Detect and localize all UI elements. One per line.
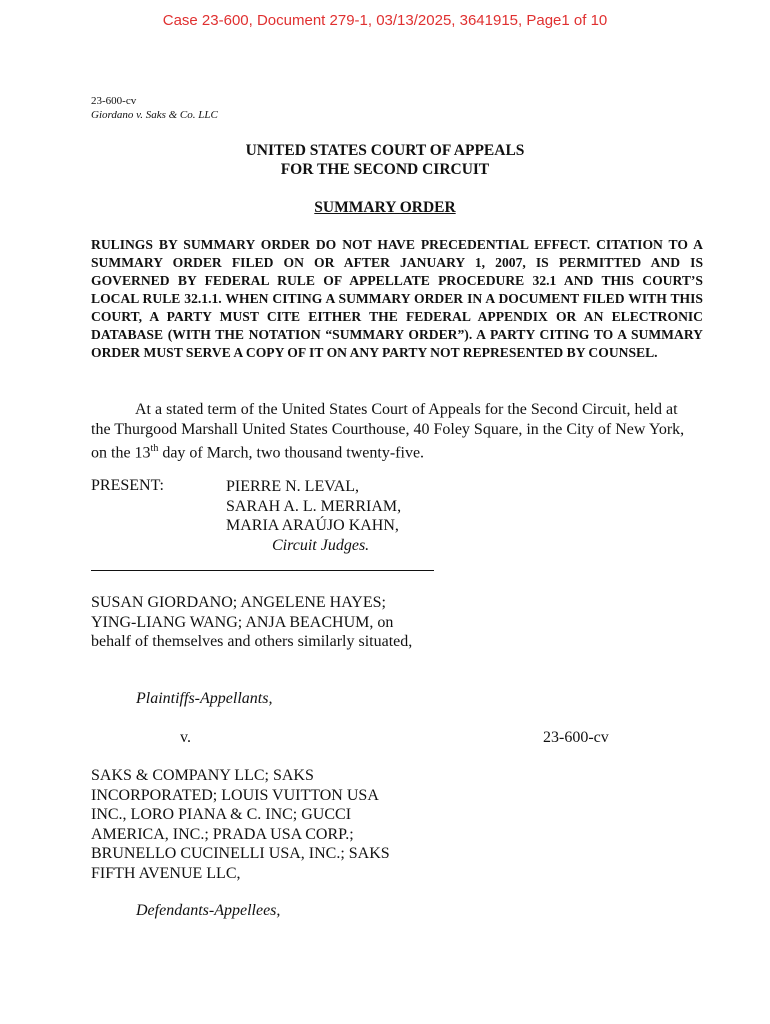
versus: v. — [180, 729, 191, 746]
case-caption: Giordano v. Saks & Co. LLC — [91, 109, 218, 121]
order-title: SUMMARY ORDER — [314, 199, 456, 216]
plaintiffs-names: SUSAN GIORDANO; ANGELENE HAYES; YING-LIANG WANG; ANJA BEACHUM, on behalf of themselves and others similarly situated, — [91, 594, 413, 650]
judge-name: PIERRE N. LEVAL, — [226, 478, 360, 495]
plaintiffs-role: Plaintiffs-Appellants, — [136, 690, 273, 707]
judge-name: MARIA ARAÚJO KAHN, — [226, 517, 399, 534]
term-paragraph — [91, 400, 691, 463]
judges-title: Circuit Judges. — [272, 536, 370, 554]
defendants-role: Defendants-Appellees, — [136, 902, 281, 919]
defendants-names: SAKS & COMPANY LLC; SAKS INCORPORATED; LOUIS VUITTON USA INC., LORO PIANA & C. INC; GUCCI AMERICA, INC.; PRADA USA CORP.; BRUNELLO CUCINELLI USA, INC.; SAKS FIFTH AVENUE LLC, — [91, 767, 390, 882]
court-name — [0, 141, 770, 179]
case-header-stamp: Case 23-600, Document 279-1, 03/13/2025, 3641915, Page1 of 10 — [162, 12, 608, 29]
judge-name: SARAH A. L. MERRIAM, — [226, 497, 402, 515]
term-text-after: day of March, two thousand twenty-five. — [158, 444, 425, 462]
case-info — [91, 94, 218, 122]
docket-number: 23-600-cv — [543, 729, 609, 746]
judges-list — [226, 477, 401, 555]
present-label: PRESENT: — [91, 477, 164, 494]
term-text-before: At a stated term of the United States Court of Appeals for the Second Circuit, held at the Thurgood Marshall United States Courthouse, 40 Foley Square, in the City of New York, on the 13 — [91, 401, 685, 462]
rulings-notice: RULINGS BY SUMMARY ORDER DO NOT HAVE PRECEDENTIAL EFFECT. CITATION TO A SUMMARY ORDER FILED ON OR AFTER JANUARY 1, 2007, IS PERMITTED AND IS GOVERNED BY FEDERAL RULE OF APPELLATE PROCEDURE 32.1 AND THIS COURT’S LOCAL RULE 32.1.1. WHEN CITING A SUMMARY ORDER IN A DOCUMENT FILED WITH THIS COURT, A PARTY MUST CITE EITHER THE FEDERAL APPENDIX OR AN ELECTRONIC DATABASE (WITH THE NOTATION “SUMMARY ORDER”). A PARTY CITING TO A SUMMARY ORDER MUST SERVE A COPY OF IT ON ANY PARTY NOT REPRESENTED BY COUNSEL. — [91, 237, 703, 360]
case-number: 23-600-cv — [91, 95, 137, 107]
divider-line — [91, 570, 434, 571]
court-line-2: FOR THE SECOND CIRCUIT — [280, 161, 490, 178]
court-line-1: UNITED STATES COURT OF APPEALS — [245, 142, 525, 159]
term-superscript: th — [150, 443, 159, 454]
